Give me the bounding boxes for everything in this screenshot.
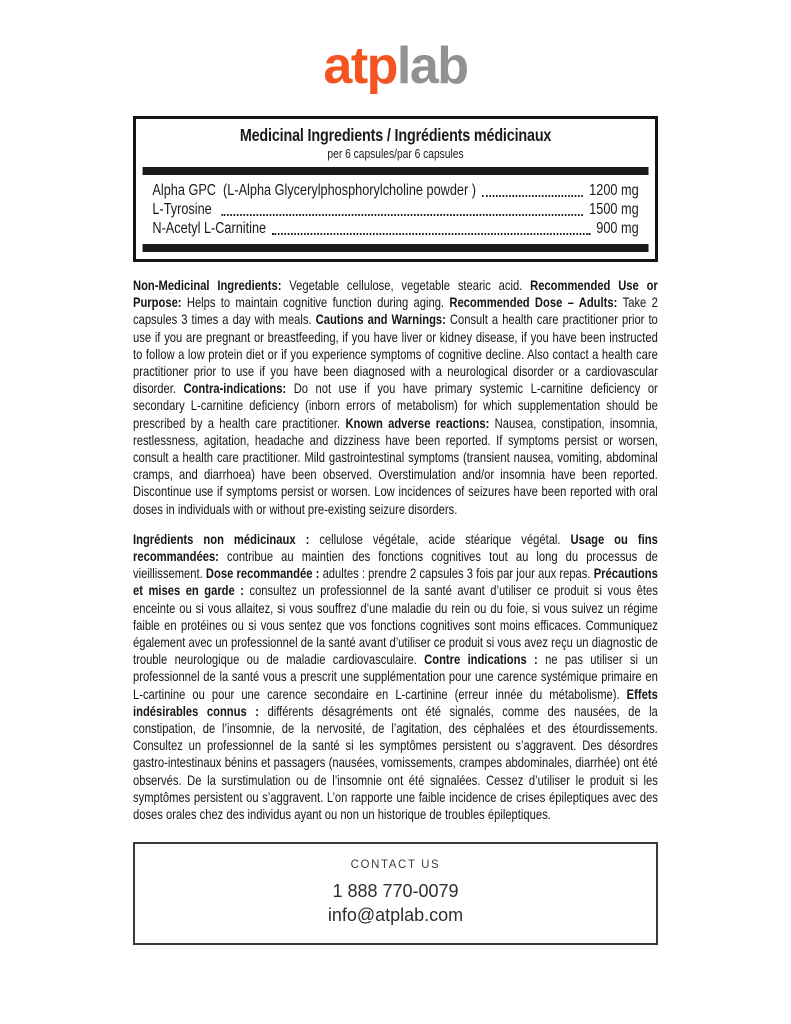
bold-run: Dose recommandée :: [205, 565, 323, 582]
english-info-text: [133, 277, 658, 518]
bold-run: Cautions and Warnings:: [315, 311, 450, 328]
bold-run: Recommended Use or Purpose:: [133, 277, 658, 311]
atplab-logo: [0, 0, 791, 95]
bold-run: Contra-indications:: [183, 380, 294, 397]
text-run: Vegetable cellulose, vegetable stearic acid.: [289, 277, 531, 293]
contact-phone: 1 888 770-0079: [332, 881, 459, 902]
text-run: Do not use if you have primary systemic L-carnitine deficiency or secondary L-carnitine deficiency (inborn errors of metabolism) for which supplementation should be prescribed by a health care practitioner.: [133, 380, 658, 431]
bold-run: Usage ou fins recommandées:: [133, 530, 658, 565]
ingredient-name: L-Tyrosine: [152, 201, 219, 218]
text-run: différents désagréments ont été signalés, comme des nausées, de la constipation, de l’insomnie, de la nervosité, de l’agitation, des céphalées et des étourdissements. Consultez un professionnel de la santé si les symptômes persistent ou s’aggravent. Des désordres gastro-intestinaux bénins et passagers (nausées, vomissements, crampes abdominales, diarrhée) ont été observés. De la surstimulation ou de l’insomnie ont été signalées. Cessez d’utiliser le produit si les symptômes persistent ou s’aggravent. L’on rapporte une faible incidence de crises épileptiques avec des doses orales chez des individus ayant ou non un historique de troubles épileptiques.: [133, 702, 658, 823]
dot-leader: [221, 214, 583, 216]
ingredient-amount: 1200 mg: [585, 182, 639, 199]
medicinal-ingredients-panel: [133, 116, 658, 262]
divider-bar-bottom: [143, 244, 649, 252]
panel-title: Medicinal Ingredients / Ingrédients médicinaux: [239, 125, 552, 145]
text-run: Consult a health care practitioner prior to use if you are pregnant or breastfeeding, if you have liver or kidney disease, if you have been instructed to follow a low protein diet or if you experience symptoms of cognitive decline. Also contact a health care practitioner prior to use if you have been diagnosed with a neurological disorder or a cardiovascular disorder.: [133, 311, 658, 397]
panel-subtitle: per 6 capsules/par 6 capsules: [327, 147, 464, 161]
ingredient-amount: 900 mg: [592, 220, 639, 237]
ingredient-rows: [152, 181, 638, 238]
bold-run: Non-Medicinal Ingredients:: [133, 277, 290, 293]
french-info-paragraph: [133, 531, 658, 823]
text-run: cellulose végétale, acide stéarique végétal.: [319, 530, 571, 547]
dot-leader: [272, 233, 590, 235]
bold-run: Effets indésirables connus :: [133, 685, 658, 719]
bold-run: Précautions et mises en garde :: [133, 565, 658, 599]
bold-run: Recommended Dose – Adults:: [449, 294, 623, 311]
text-run: adultes : prendre 2 capsules 3 fois par jour aux repas.: [322, 565, 594, 582]
text-run: ne pas utiliser si un professionnel de la santé vous a prescrit une supplémentation pour une carence systémique primaire en L-cartinine ou pour une carence secondaire en L-cartinine (erreur innée du métabolisme).: [133, 651, 658, 702]
bold-run: Ingrédients non médicinaux :: [133, 530, 320, 547]
ingredient-name: Alpha GPC (L-Alpha Glycerylphosphorylcholine powder ): [152, 182, 480, 199]
text-run: Helps to maintain cognitive function during aging.: [186, 294, 450, 311]
french-info-text: [133, 531, 658, 823]
ingredient-row: [152, 181, 638, 200]
text-run: contribue au maintien des fonctions cognitives tout au long du processus de vieillissement.: [133, 548, 658, 582]
ingredient-row: [152, 200, 638, 219]
english-info-paragraph: [133, 277, 658, 518]
ingredient-name: N-Acetyl L-Carnitine: [152, 220, 270, 237]
divider-bar-top: [143, 167, 649, 175]
dot-leader: [482, 195, 583, 197]
logo-lab-text: lab: [396, 37, 468, 95]
logo-atp-text: atp: [323, 37, 397, 95]
text-run: consultez un professionnel de la santé avant d’utiliser ce produit si vous êtes enceinte ou si vous allaitez, si vous souffrez d’une maladie du rein ou du foie, si vous suivez un régime faible en protéines ou si vous sentez que vos fonctions cognitives sont moins efficaces. Communiquez également avec un professionnel de la santé avant d’utiliser ce produit si vous avez reçu un diagnostic de trouble neurologique ou de maladie cardiovasculaire.: [133, 582, 658, 668]
text-run: Take 2 capsules 3 times a day with meals.: [133, 294, 658, 328]
bold-run: Known adverse reactions:: [345, 414, 495, 431]
contact-panel: [133, 842, 658, 945]
bold-run: Contre indications :: [424, 651, 546, 668]
ingredient-row: [152, 219, 638, 238]
ingredient-amount: 1500 mg: [585, 201, 639, 218]
contact-email: info@atplab.com: [327, 905, 464, 926]
text-run: Nausea, constipation, insomnia, restlessness, agitation, headache and dizziness have been reported. If symptoms persist or worsen, consult a health care practitioner. Mild gastrointestinal symptoms (transient nausea, vomiting, abdominal cramps, and diarrhoea) have been observed. Overstimulation and/or insomnia have been reported. Discontinue use if symptoms persist or worsen. Low incidences of seizures have been reported with oral doses in individuals with or without pre-existing seizure disorders.: [133, 414, 658, 517]
contact-us-label: CONTACT US: [350, 859, 441, 872]
